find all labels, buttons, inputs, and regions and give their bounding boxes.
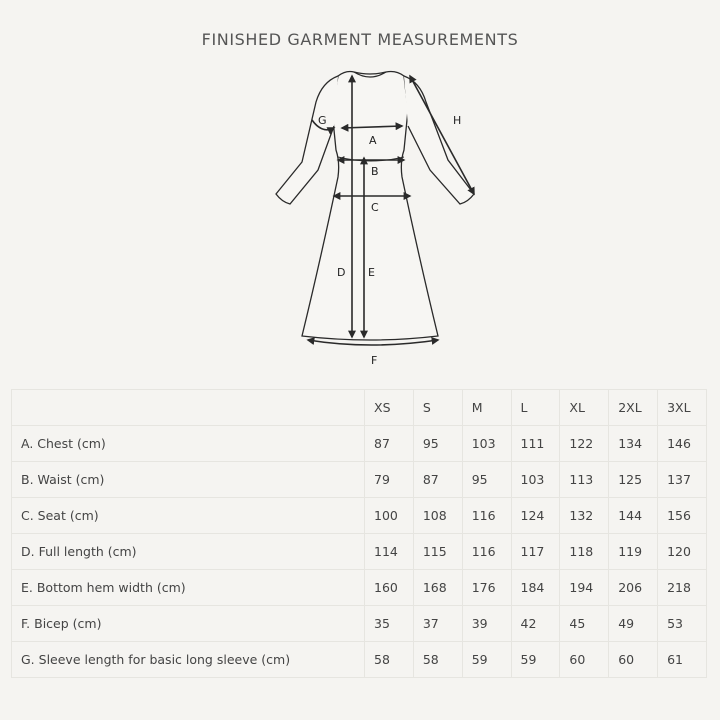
header-empty-cell — [12, 390, 365, 426]
size-header: 3XL — [658, 390, 707, 426]
cell-value: 176 — [462, 570, 511, 606]
table-row — [12, 498, 707, 534]
cell-value: 37 — [413, 606, 462, 642]
cell-value: 125 — [609, 462, 658, 498]
table-header-row — [12, 390, 707, 426]
size-header: M — [462, 390, 511, 426]
row-label: F. Bicep (cm) — [12, 606, 365, 642]
table-row — [12, 606, 707, 642]
row-label: D. Full length (cm) — [12, 534, 365, 570]
cell-value: 45 — [560, 606, 609, 642]
size-header: L — [511, 390, 560, 426]
label-b: B — [371, 165, 379, 178]
size-header: XL — [560, 390, 609, 426]
cell-value: 116 — [462, 498, 511, 534]
cell-value: 115 — [413, 534, 462, 570]
cell-value: 103 — [462, 426, 511, 462]
row-label: B. Waist (cm) — [12, 462, 365, 498]
cell-value: 160 — [365, 570, 414, 606]
row-label: G. Sleeve length for basic long sleeve (cm) — [12, 642, 365, 678]
right-sleeve — [404, 76, 474, 204]
cell-value: 124 — [511, 498, 560, 534]
cell-value: 103 — [511, 462, 560, 498]
size-header: XS — [365, 390, 414, 426]
cell-value: 61 — [658, 642, 707, 678]
cell-value: 184 — [511, 570, 560, 606]
cell-value: 58 — [413, 642, 462, 678]
label-a: A — [369, 134, 377, 147]
row-label: C. Seat (cm) — [12, 498, 365, 534]
cell-value: 95 — [462, 462, 511, 498]
cell-value: 49 — [609, 606, 658, 642]
measurements-table — [11, 389, 707, 678]
cell-value: 53 — [658, 606, 707, 642]
label-h: H — [453, 114, 462, 127]
table-row — [12, 570, 707, 606]
measure-f-arrow — [308, 340, 438, 345]
cell-value: 156 — [658, 498, 707, 534]
size-header: 2XL — [609, 390, 658, 426]
cell-value: 95 — [413, 426, 462, 462]
cell-value: 118 — [560, 534, 609, 570]
label-c: C — [371, 201, 379, 214]
row-label: E. Bottom hem width (cm) — [12, 570, 365, 606]
cell-value: 119 — [609, 534, 658, 570]
cell-value: 122 — [560, 426, 609, 462]
left-sleeve — [276, 76, 338, 204]
cell-value: 134 — [609, 426, 658, 462]
cell-value: 113 — [560, 462, 609, 498]
cell-value: 60 — [609, 642, 658, 678]
label-g: G — [318, 114, 327, 127]
cell-value: 146 — [658, 426, 707, 462]
row-label: A. Chest (cm) — [12, 426, 365, 462]
cell-value: 79 — [365, 462, 414, 498]
cell-value: 59 — [511, 642, 560, 678]
cell-value: 144 — [609, 498, 658, 534]
cell-value: 168 — [413, 570, 462, 606]
cell-value: 39 — [462, 606, 511, 642]
table-row — [12, 642, 707, 678]
cell-value: 59 — [462, 642, 511, 678]
cell-value: 117 — [511, 534, 560, 570]
cell-value: 114 — [365, 534, 414, 570]
cell-value: 35 — [365, 606, 414, 642]
cell-value: 194 — [560, 570, 609, 606]
page-title: FINISHED GARMENT MEASUREMENTS — [201, 30, 519, 49]
cell-value: 120 — [658, 534, 707, 570]
table-row — [12, 534, 707, 570]
size-header: S — [413, 390, 462, 426]
cell-value: 100 — [365, 498, 414, 534]
cell-value: 206 — [609, 570, 658, 606]
label-d: D — [337, 266, 346, 279]
cell-value: 218 — [658, 570, 707, 606]
cell-value: 108 — [413, 498, 462, 534]
cell-value: 87 — [365, 426, 414, 462]
cell-value: 111 — [511, 426, 560, 462]
cell-value: 132 — [560, 498, 609, 534]
table-row — [12, 462, 707, 498]
cell-value: 87 — [413, 462, 462, 498]
cell-value: 42 — [511, 606, 560, 642]
label-f: F — [371, 354, 378, 367]
garment-diagram — [250, 62, 490, 378]
table-row — [12, 426, 707, 462]
cell-value: 60 — [560, 642, 609, 678]
cell-value: 58 — [365, 642, 414, 678]
label-e: E — [368, 266, 375, 279]
cell-value: 137 — [658, 462, 707, 498]
cell-value: 116 — [462, 534, 511, 570]
